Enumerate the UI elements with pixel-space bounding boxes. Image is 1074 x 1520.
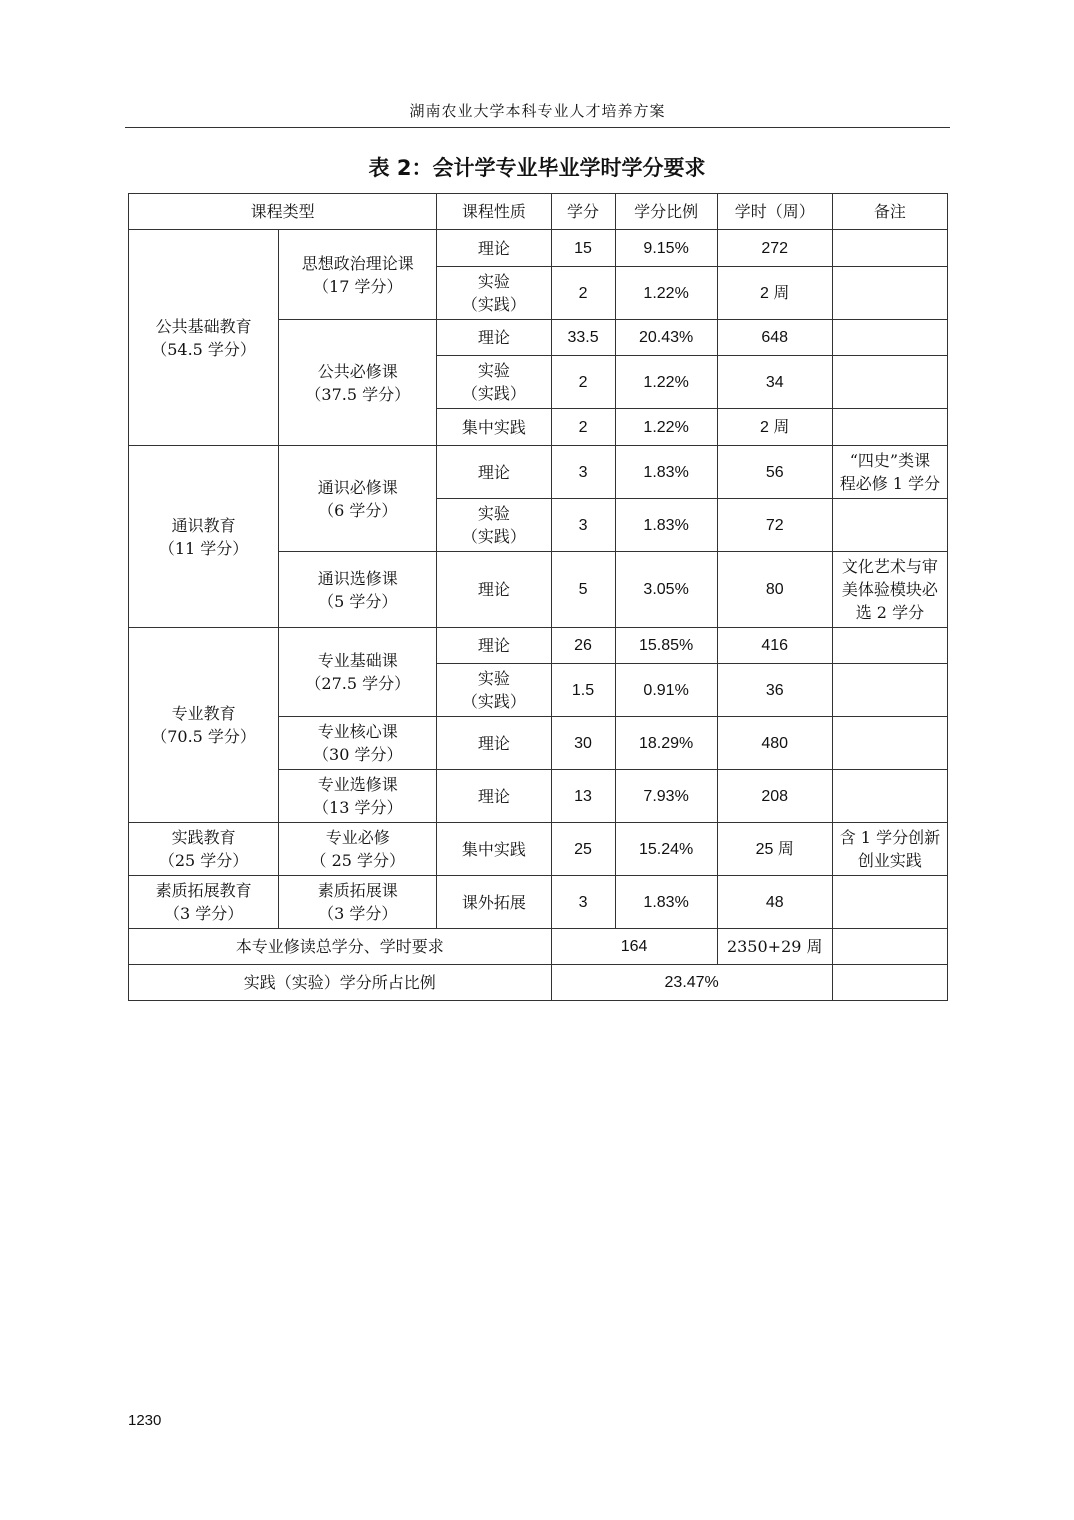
table-row	[129, 628, 948, 664]
credits-cell: 15	[551, 230, 615, 267]
credits-cell: 3	[551, 446, 615, 499]
note-line1: “四史”类课	[849, 451, 931, 470]
table-row	[129, 446, 948, 499]
course-nature-line1: 理论	[477, 328, 510, 347]
course-nature-line1: 理论	[477, 786, 510, 806]
course-category	[129, 446, 279, 628]
notes-cell	[832, 356, 947, 409]
course-nature-line1: 集中实践	[461, 417, 526, 437]
notes-cell	[832, 320, 947, 356]
course-category-line1: 公共基础教育	[155, 316, 252, 336]
practice-ratio-row	[129, 965, 948, 1001]
credit-ratio-cell: 20.43%	[615, 320, 717, 356]
credit-ratio-cell: 1.22%	[615, 267, 717, 320]
course-subcategory	[279, 230, 437, 320]
course-nature-line2: （实践）	[461, 692, 526, 711]
header-credit-ratio: 学分比例	[615, 194, 717, 230]
total-requirements-row	[129, 929, 948, 965]
hours-cell: 2 周	[717, 267, 832, 320]
credit-ratio-cell: 15.24%	[615, 823, 717, 876]
hours-cell: 36	[717, 664, 832, 717]
course-subcategory-line2: （13 学分）	[313, 798, 403, 817]
table-row	[129, 230, 948, 267]
notes-cell	[832, 717, 947, 770]
course-subcategory-line2: （17 学分）	[313, 276, 403, 296]
course-subcategory-line1: 专业基础课	[317, 651, 398, 670]
course-subcategory-line1: 公共必修课	[317, 361, 398, 381]
course-subcategory	[279, 717, 437, 770]
total-requirements-label: 本专业修读总学分、学时要求	[129, 929, 552, 965]
hours-cell: 416	[717, 628, 832, 664]
credits-cell: 25	[551, 823, 615, 876]
course-subcategory-line2: （ 25 学分）	[310, 851, 406, 870]
note-line3: 选 2 学分	[855, 603, 925, 622]
credits-cell: 2	[551, 356, 615, 409]
notes-cell	[832, 499, 947, 552]
course-nature	[437, 552, 551, 628]
credits-cell: 5	[551, 552, 615, 628]
credits-cell: 2	[551, 409, 615, 446]
course-category	[129, 876, 279, 929]
course-nature	[437, 664, 551, 717]
note-line1: 含 1 学分创新	[839, 828, 941, 847]
course-nature-line1: 理论	[477, 238, 510, 258]
course-nature	[437, 499, 551, 552]
note-line2: 创业实践	[857, 851, 922, 870]
credits-cell: 13	[551, 770, 615, 823]
course-category	[129, 823, 279, 876]
hours-cell: 208	[717, 770, 832, 823]
credit-ratio-cell: 1.22%	[615, 409, 717, 446]
course-nature-line1: 集中实践	[461, 839, 526, 859]
course-category-line1: 通识教育	[171, 515, 236, 535]
hours-cell: 48	[717, 876, 832, 929]
course-category	[129, 230, 279, 446]
credit-ratio-cell: 15.85%	[615, 628, 717, 664]
credit-ratio-cell: 3.05%	[615, 552, 717, 628]
course-category-line2: （3 学分）	[163, 904, 244, 923]
course-category-line2: （11 学分）	[158, 538, 249, 558]
course-subcategory-line2: （6 学分）	[318, 500, 398, 520]
table-title: 表 2：会计学专业毕业学时学分要求	[368, 156, 706, 180]
credit-ratio-cell: 7.93%	[615, 770, 717, 823]
note-line2: 美体验模块必	[841, 580, 938, 599]
table-row	[129, 823, 948, 876]
hours-cell: 648	[717, 320, 832, 356]
total-credits-value: 164	[551, 929, 717, 965]
header-notes: 备注	[832, 194, 947, 230]
credit-ratio-cell: 9.15%	[615, 230, 717, 267]
header-course-type: 课程类型	[129, 194, 437, 230]
course-subcategory-line2: （37.5 学分）	[305, 384, 411, 404]
hours-cell: 272	[717, 230, 832, 267]
course-nature-line1: 理论	[477, 462, 510, 482]
course-nature	[437, 628, 551, 664]
note-line2: 程必修 1 学分	[839, 474, 941, 493]
course-subcategory	[279, 446, 437, 552]
course-nature-line1: 实验	[477, 272, 510, 291]
course-nature	[437, 409, 551, 446]
credits-cell: 30	[551, 717, 615, 770]
credit-ratio-cell: 18.29%	[615, 717, 717, 770]
course-nature	[437, 267, 551, 320]
course-category-line2: （70.5 学分）	[151, 727, 256, 746]
total-notes-cell	[832, 929, 947, 965]
hours-cell: 2 周	[717, 409, 832, 446]
course-subcategory	[279, 552, 437, 628]
course-category-line2: （25 学分）	[158, 851, 249, 870]
course-subcategory	[279, 628, 437, 717]
hours-cell: 480	[717, 717, 832, 770]
notes-cell	[832, 446, 947, 499]
credit-ratio-cell: 1.22%	[615, 356, 717, 409]
total-hours-value: 2350+29 周	[717, 929, 832, 965]
course-nature	[437, 823, 551, 876]
course-subcategory-line2: （3 学分）	[318, 904, 398, 923]
hours-cell: 72	[717, 499, 832, 552]
credit-ratio-cell: 1.83%	[615, 446, 717, 499]
notes-cell	[832, 823, 947, 876]
course-subcategory-line1: 专业选修课	[317, 775, 398, 794]
course-category	[129, 628, 279, 823]
course-nature-line1: 理论	[477, 733, 510, 753]
course-nature-line1: 实验	[477, 361, 510, 380]
course-category-line1: 专业教育	[171, 704, 236, 723]
notes-cell	[832, 628, 947, 664]
credits-cell: 3	[551, 499, 615, 552]
credits-cell: 26	[551, 628, 615, 664]
notes-cell	[832, 230, 947, 267]
practice-ratio-label: 实践（实验）学分所占比例	[129, 965, 552, 1001]
course-subcategory-line1: 专业核心课	[317, 722, 398, 741]
course-nature	[437, 717, 551, 770]
hours-cell: 25 周	[717, 823, 832, 876]
credit-ratio-cell: 1.83%	[615, 499, 717, 552]
table-row	[129, 876, 948, 929]
credit-ratio-cell: 0.91%	[615, 664, 717, 717]
table-header-row	[129, 194, 948, 230]
course-nature-line1: 实验	[477, 669, 510, 688]
course-nature	[437, 356, 551, 409]
course-nature-line2: （实践）	[461, 527, 526, 546]
course-subcategory-line2: （27.5 学分）	[305, 674, 411, 693]
course-category-line2: （54.5 学分）	[151, 339, 256, 359]
course-subcategory-line1: 通识必修课	[317, 477, 398, 497]
course-subcategory	[279, 876, 437, 929]
credits-cell: 1.5	[551, 664, 615, 717]
course-nature-line1: 理论	[477, 580, 510, 599]
course-subcategory-line2: （5 学分）	[318, 591, 398, 611]
course-nature	[437, 446, 551, 499]
notes-cell	[832, 552, 947, 628]
practice-notes-cell	[832, 965, 947, 1001]
course-subcategory	[279, 823, 437, 876]
course-subcategory-line1: 思想政治理论课	[301, 253, 414, 273]
document-header: 湖南农业大学本科专业人才培养方案	[125, 100, 950, 128]
course-nature-line2: （实践）	[461, 295, 526, 314]
course-nature	[437, 320, 551, 356]
credit-requirements-table	[128, 193, 948, 1001]
credits-cell: 3	[551, 876, 615, 929]
notes-cell	[832, 770, 947, 823]
course-nature	[437, 770, 551, 823]
notes-cell	[832, 664, 947, 717]
course-nature-line1: 课外拓展	[461, 892, 526, 912]
hours-cell: 80	[717, 552, 832, 628]
notes-cell	[832, 267, 947, 320]
hours-cell: 34	[717, 356, 832, 409]
course-subcategory-line2: （30 学分）	[313, 745, 403, 764]
page-number: 1230	[128, 1412, 162, 1429]
course-subcategory-line1: 素质拓展课	[317, 881, 398, 900]
credits-cell: 33.5	[551, 320, 615, 356]
notes-cell	[832, 876, 947, 929]
course-subcategory-line1: 通识选修课	[317, 568, 398, 588]
course-subcategory-line1: 专业必修	[325, 828, 390, 847]
course-subcategory	[279, 770, 437, 823]
header-course-nature: 课程性质	[437, 194, 551, 230]
course-category-line1: 素质拓展教育	[155, 881, 252, 900]
credits-cell: 2	[551, 267, 615, 320]
course-nature-line1: 实验	[477, 504, 510, 523]
credit-ratio-cell: 1.83%	[615, 876, 717, 929]
course-nature	[437, 230, 551, 267]
hours-cell: 56	[717, 446, 832, 499]
course-nature-line2: （实践）	[461, 384, 526, 403]
course-nature	[437, 876, 551, 929]
course-nature-line1: 理论	[477, 636, 510, 655]
course-category-line1: 实践教育	[171, 828, 236, 847]
header-hours: 学时（周）	[717, 194, 832, 230]
course-subcategory	[279, 320, 437, 446]
note-line1: 文化艺术与审	[841, 557, 938, 576]
header-credits: 学分	[551, 194, 615, 230]
practice-ratio-value: 23.47%	[551, 965, 832, 1001]
notes-cell	[832, 409, 947, 446]
